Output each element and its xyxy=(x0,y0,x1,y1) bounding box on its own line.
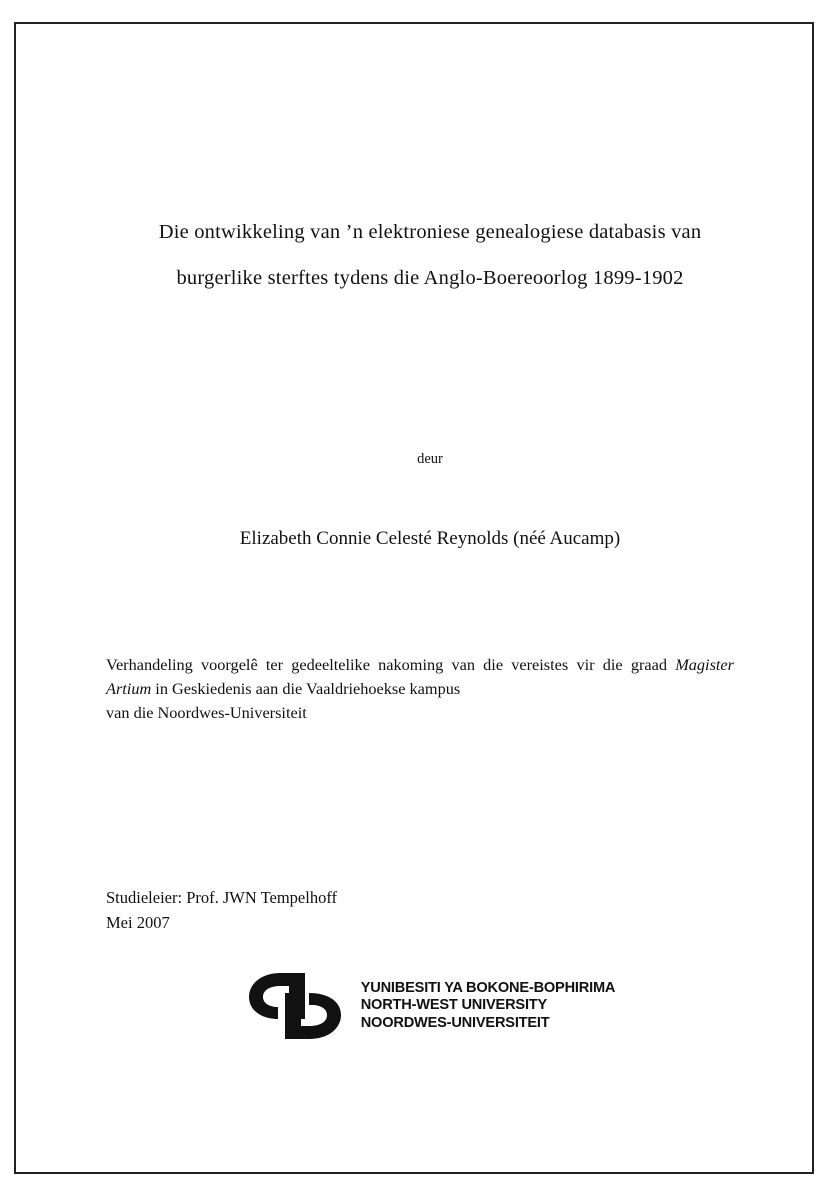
statement-part-2: in Geskiedenis aan die Vaaldriehoekse kampus xyxy=(151,679,461,698)
date-line: Mei 2007 xyxy=(106,913,170,932)
logo-text-block xyxy=(361,980,616,1033)
logo-text-line-3: NOORDWES-UNIVERSITEIT xyxy=(360,1014,550,1031)
logo-text-line-2: NORTH-WEST UNIVERSITY xyxy=(360,997,548,1014)
statement-degree-name: Magister Artium xyxy=(106,655,734,698)
title-line-1: Die ontwikkeling van ’n elektroniese genealogiese databasis van xyxy=(158,221,702,243)
supervisor-block xyxy=(106,885,754,935)
byline-label: deur xyxy=(417,451,443,467)
degree-statement xyxy=(106,653,734,725)
university-logo-area xyxy=(106,969,754,1043)
supervisor-line: Studieleier: Prof. JWN Tempelhoff xyxy=(106,888,338,907)
document-title xyxy=(106,209,754,301)
page-border xyxy=(14,22,814,1174)
statement-part-1: Verhandeling voorgelê ter gedeeltelike nakoming van die vereistes vir die graad xyxy=(106,655,676,674)
logo-text-line-1: YUNIBESITI YA BOKONE-BOPHIRIMA xyxy=(360,979,616,996)
north-west-university-logo-icon xyxy=(245,969,349,1043)
author-name: Elizabeth Connie Celesté Reynolds (néé Aucamp) xyxy=(239,528,621,549)
title-page-content xyxy=(106,84,754,1114)
statement-part-3: van die Noordwes-Universiteit xyxy=(106,703,307,722)
title-line-2: burgerlike sterftes tydens die Anglo-Boereoorlog 1899-1902 xyxy=(176,267,684,289)
